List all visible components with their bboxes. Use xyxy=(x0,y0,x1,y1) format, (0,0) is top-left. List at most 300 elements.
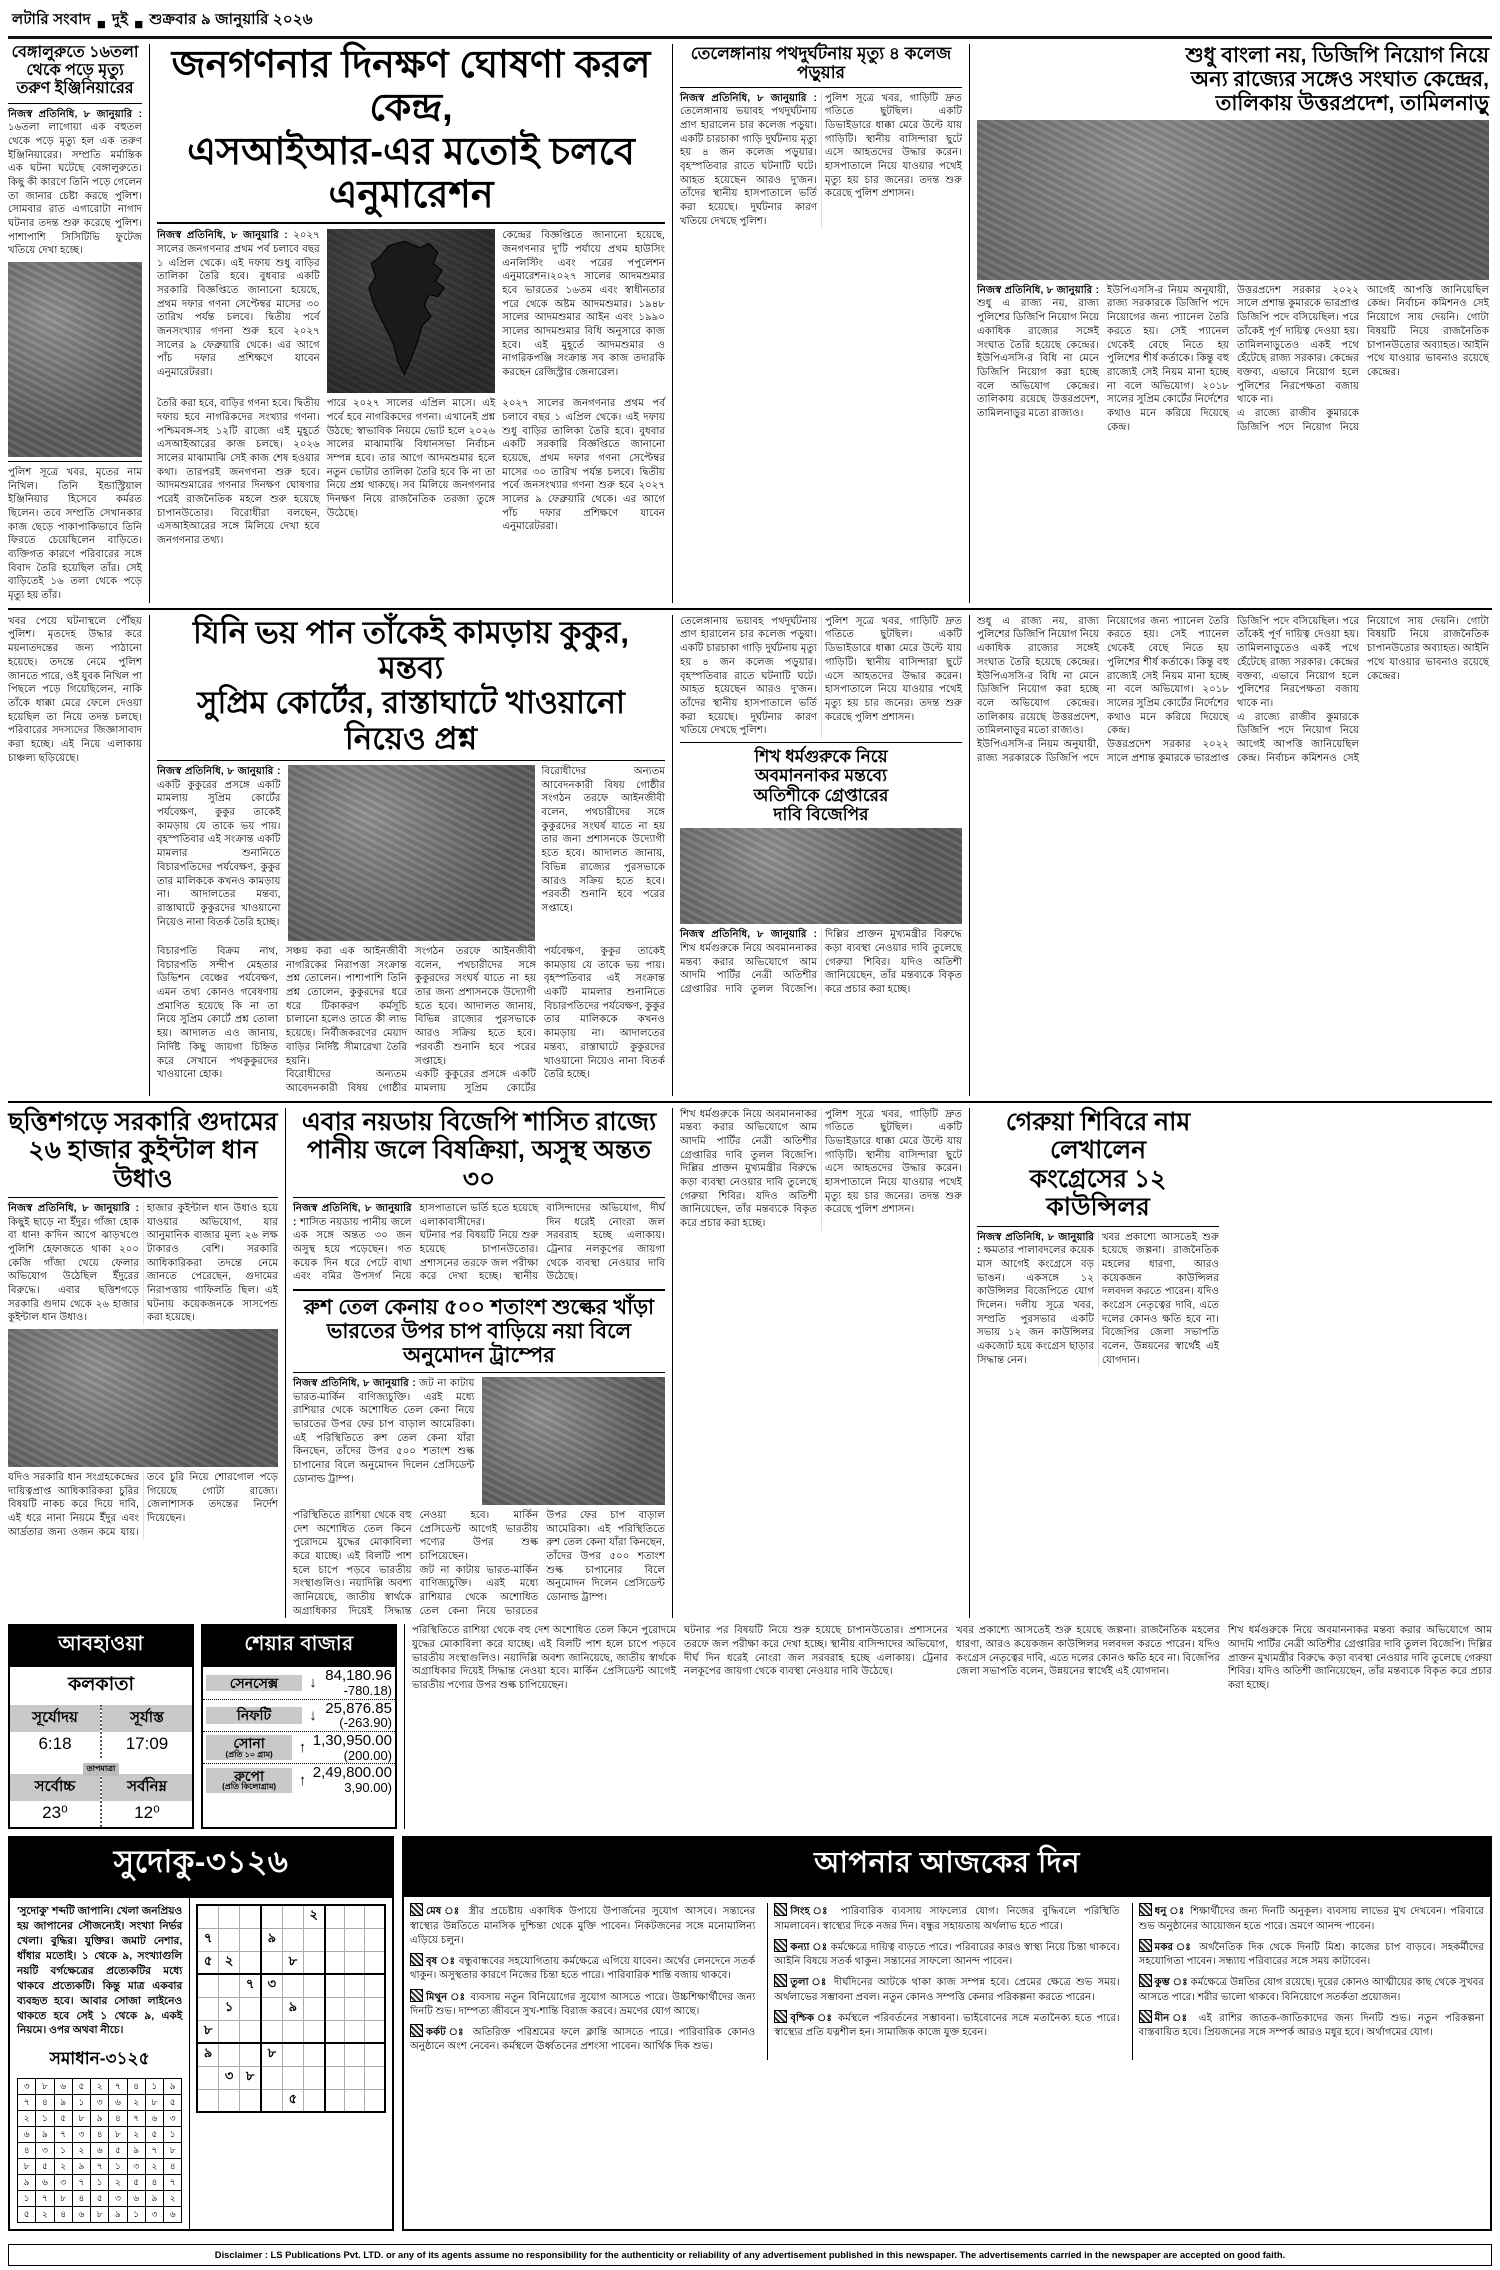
sudoku-cell[interactable]: ৫ xyxy=(197,1951,218,1974)
divider xyxy=(977,1226,1219,1227)
noida-byline: নিজস্ব প্রতিনিধি, ৮ জানুয়ারি : xyxy=(293,1203,412,1228)
solution-cell: ২ xyxy=(54,2159,72,2175)
sudoku-cell[interactable] xyxy=(197,1905,218,1928)
story-chhattisgarh xyxy=(8,1108,278,1619)
chhattisgarh-caption: যদিও সরকারি ধান সংগ্রহকেন্দ্রের দায়িত্বপ্রাপ্ত আধিকারিকরা চুরির বিষয়টি নাকচ করে দিয়ে দাবি, এই ধরে নানা নিয়মে ইঁদুর এবং আর্দ্রতার জন্য ওজন কমে যায়। তবে চুরি নিয়ে শোরগোল পড়ে গিয়েছে গোটা রাজ্যে। জেলাশাসক তদন্তের নির্দেশ দিয়েছেন। xyxy=(8,1472,278,1538)
temperature-tag: তাপমাত্রা xyxy=(83,1763,120,1776)
sikh-headline-line-4: দাবি বিজেপির xyxy=(773,804,869,824)
sudoku-puzzle[interactable] xyxy=(189,1898,392,2229)
sudoku-cell[interactable] xyxy=(303,1928,324,1951)
sudoku-cell[interactable] xyxy=(282,1974,303,1997)
solution-cell: ৪ xyxy=(18,2143,36,2159)
sudoku-cell[interactable] xyxy=(261,1997,282,2020)
sudoku-cell[interactable] xyxy=(197,2089,218,2112)
sudoku-row xyxy=(197,1951,385,1974)
sudoku-cell[interactable] xyxy=(282,2020,303,2043)
atishi-photo xyxy=(680,828,962,924)
zodiac-icon xyxy=(1139,2010,1152,2023)
telangana-byline: নিজস্ব প্রতিনিধি, ৮ জানুয়ারি : xyxy=(680,92,817,104)
dgp-headline-line-1: শুধু বাংলা নয়, ডিজিপি নিয়োগ নিয়ে xyxy=(1185,44,1489,67)
solution-cell: ৪ xyxy=(145,2175,163,2191)
sudoku-cell[interactable] xyxy=(365,1928,385,1951)
sudoku-cell[interactable] xyxy=(365,2089,385,2112)
weather-city: কলকাতা xyxy=(67,1674,135,1696)
sudoku-cell[interactable] xyxy=(261,2066,282,2089)
market-value: 1,30,950.00 (200.00) xyxy=(312,1732,392,1763)
sudoku-cell[interactable] xyxy=(365,1951,385,1974)
sudoku-cell[interactable] xyxy=(303,2089,324,2112)
story-congress xyxy=(969,1108,1219,1619)
sudoku-cell[interactable] xyxy=(303,2020,324,2043)
solution-cell: ৮ xyxy=(54,2191,72,2207)
solution-cell: ৯ xyxy=(36,2127,54,2143)
min-temp-label: সর্বনিম্ন xyxy=(102,1774,192,1801)
sudoku-cell[interactable] xyxy=(261,2020,282,2043)
dgp-col-3: উত্তরপ্রদেশ সরকার ২০২২ সালে প্রশান্ত কুমারকে ভারপ্রাপ্ত ডিজিপি পদে বসিয়েছিল। পরে তাঁকেই পূর্ণ দায়িত্ব দেওয়া হয়। তামিলনাড়ুতেও একই পথে হেঁটেছে রাজ্য সরকার। কেন্দ্রের বক্তব্য, এভাবে নিয়োগ হলে পুলিশের নিরপেক্ষতা বজায় থাকে না। xyxy=(1237,284,1359,406)
solution-cell: ৫ xyxy=(54,2111,72,2127)
sudoku-cell[interactable]: ৩ xyxy=(219,2066,240,2089)
sudoku-cell[interactable] xyxy=(219,1905,240,1928)
dgp-headline-line-2: অন্য রাজ্যের সঙ্গেও সংঘাত কেন্দ্রের, xyxy=(1190,67,1489,91)
strip-overflow-text xyxy=(404,1624,1492,1829)
sudoku-title: সুদোকু-৩১২৬ xyxy=(8,1836,394,1898)
sudoku-cell[interactable] xyxy=(345,2089,365,2112)
sudoku-cell[interactable] xyxy=(325,1997,345,2020)
sudoku-cell[interactable] xyxy=(303,1997,324,2020)
dgp-text-1: শুধু এ রাজ্য নয়, রাজ্য পুলিশের ডিজিপি নিয়োগ নিয়ে একাধিক রাজ্যের সঙ্গেই সংঘাত তৈরি হয়েছে কেন্দ্রের। ইউপিএসসি-র বিধি না মেনে ডিজিপি নিয়োগ করা হচ্ছে বলে অভিযোগ কেন্দ্রের। তালিকায় রয়েছে উত্তরপ্রদেশ, তামিলনাড়ুর মতো রাজ্যও। xyxy=(977,298,1099,419)
solution-cell: ৭ xyxy=(164,2175,182,2191)
divider xyxy=(8,461,142,462)
solution-cell: ২ xyxy=(18,2111,36,2127)
solution-cell: ৭ xyxy=(127,2111,145,2127)
bengaluru-body-3: খবর পেয়ে ঘটনাস্থলে পৌঁছয় পুলিশ। মৃতদেহ উদ্ধার করে ময়নাতদন্তের জন্য পাঠানো হয়েছে। তদন্তে নেমে পুলিশ জানতে পারে, ওই যুবক নিখিল পা পিছলে পড়ে গিয়েছিলেন, নাকি তাঁকে ধাক্কা মেরে ফেলে দেওয়া হয়েছিল তা নিয়ে তদন্ত চলছে। পরিবারের সদস্যদের জিজ্ঞাসাবাদ করা হচ্ছে। এই নিয়ে এলাকায় চাঞ্চল্য ছড়িয়েছে। xyxy=(8,615,142,764)
sudoku-cell[interactable] xyxy=(219,2089,240,2112)
dgp-cont-4: এ রাজ্যে রাজীব কুমারকে ডিজিপি পদে নিয়োগ নিয়ে আগেই আপত্তি জানিয়েছিল কেন্দ্র। নির্বাচন কমিশনও সেই নিয়োগে সায় দেয়নি। গোটা বিষয়টি নিয়ে রাজনৈতিক চাপানউতোর অব্যাহত। আইনি পথে যাওয়ার ভাবনাও রয়েছে কেন্দ্রের। xyxy=(1237,615,1489,764)
sudoku-cell[interactable] xyxy=(240,1928,261,1951)
sudoku-cell[interactable] xyxy=(345,1951,365,1974)
census-crowd-photo xyxy=(327,229,496,393)
modi-trump-photo xyxy=(482,1377,666,1505)
solution-cell: ৬ xyxy=(36,2175,54,2191)
solution-cell: ৬ xyxy=(164,2207,182,2223)
masthead-rule xyxy=(8,36,1492,39)
sudoku-cell[interactable] xyxy=(303,2043,324,2066)
dgp-continuation xyxy=(969,615,1489,1096)
sudoku-row xyxy=(197,2089,385,2112)
chhattisgarh-col-2: হাজার কুইন্টাল ধান উধাও হয়ে যাওয়ার অভিযোগ, যার আনুমানিক বাজার মূল্য ২৬ লক্ষ টাকারও বেশি। সরকারি আধিকারিকরা তদন্তে নেমে জানতে পেরেছেন, গুদামের নিরাপত্তায় গাফিলতি ছিল। এই ঘটনায় কয়েকজনকে সাসপেন্ড করা হয়েছে। xyxy=(147,1203,278,1324)
list-item: সিংহ ঃ পারিবারিক ব্যবসায় সাফল্যের যোগ। নিজের বুদ্ধিবলে পরিস্থিতি সামলাবেন। স্বাস্থ্যের দিকে নজর দিন। বন্ধুর সহায়তায় অর্থলাভ হতে পারে। xyxy=(774,1903,1119,1934)
solution-cell: ২ xyxy=(127,2095,145,2111)
solution-cell: ৫ xyxy=(91,2191,109,2207)
solution-cell: ৪ xyxy=(36,2095,54,2111)
sikh-headline-line-2: অবমাননাকর মন্তব্যে xyxy=(754,766,888,786)
solution-cell: ৫ xyxy=(109,2143,127,2159)
sudoku-cell[interactable] xyxy=(219,2020,240,2043)
sudoku-cell[interactable] xyxy=(365,2066,385,2089)
dogs-col-3: বিচারপতি বিক্রম নাথ, বিচারপতি সন্দীপ মেহতার ডিভিশন বেঞ্চের পর্যবেক্ষণ, এমন তথ্য কোনও গবেষণায় প্রমাণিত হয়েছে কি না তা নিয়ে সুপ্রিম কোর্টে প্রশ্ন তোলা হয়। আদালত এও জানায়, নির্দিষ্ট কিছু জায়গা চিহ্নিত করে সেখানে পথকুকুরদের খাওয়ানো হোক। xyxy=(157,946,278,1081)
sikh-headline-line-1: শিখ ধর্মগুরুকে নিয়ে xyxy=(754,746,888,766)
bengaluru-headline: বেঙ্গালুরুতে ১৬তলা থেকে পড়ে মৃত্যু তরুণ ইঞ্জিনিয়ারের xyxy=(11,44,139,98)
sudoku-cell[interactable] xyxy=(303,1951,324,1974)
census-col-5: ২০২৭ সালের জনগণনার প্রথম পর্ব চলাবে বছর ১ এপ্রিল থেকে। এই দফায় শুধু বাড়ির তালিকা তৈরি হবে। বুধবার একটি সরকারি বিজ্ঞপ্তিতে জানানো হয়েছে, প্রথম দফার গণনা সেপ্টেম্বর মাসের ৩০ তারিখ পর্যন্ত চলবে। দ্বিতীয় পর্বে জনসংখ্যার গণনা শুরু হবে ২০২৭ সালের ৯ ফেব্রুয়ারি থেকে। এর আগে পাঁচ দফার প্রশিক্ষণে যাবেন এনুমারেটররা। xyxy=(502,398,665,533)
dgp-col-2: ইউপিএসসি-র নিয়ম অনুযায়ী, রাজ্য সরকারকে ডিজিপি পদে নিয়োগের জন্য প্যানেল তৈরি করতে হয়। সেই প্যানেল থেকেই বেছে নিতে হয় পুলিশের শীর্ষ কর্তাকে। কিন্তু বহু রাজ্যেই সেই নিয়ম মানা হচ্ছে না বলে অভিযোগ। ২০১৮ সালের সুপ্রিম কোর্টের নির্দেশের কথাও মনে করিয়ে দিয়েছে কেন্দ্র। xyxy=(1107,284,1229,433)
list-item: মিথুন ঃ ব্যবসায় নতুন বিনিয়োগের সুযোগ আসতে পারে। উচ্চশিক্ষার্থীদের জন্য দিনটি শুভ। দাম্পত্য জীবনে সুখ-শান্তি বিরাজ করবে। ভ্রমণের যোগ আছে। xyxy=(410,1989,755,2020)
weather-sun-row xyxy=(10,1705,192,1758)
solution-cell: ১ xyxy=(164,2127,182,2143)
solution-cell: ১ xyxy=(72,2095,90,2111)
disclaimer-footer: Disclaimer : LS Publications Pvt. LTD. or any of its agents assume no responsibility for the authenticity or reliability of any advertisement published in this newspaper. The advertisements carried in the newspaper are accepted on good faith. xyxy=(8,2244,1492,2266)
horoscope-title: আপনার আজকের দিন xyxy=(404,1838,1490,1897)
sudoku-cell[interactable] xyxy=(282,2066,303,2089)
sudoku-cell[interactable] xyxy=(325,1951,345,1974)
divider xyxy=(157,760,665,761)
sudoku-cell[interactable] xyxy=(365,2043,385,2066)
solution-cell: ৭ xyxy=(91,2159,109,2175)
sudoku-row xyxy=(197,1928,385,1951)
census-col-1 xyxy=(157,229,320,379)
sudoku-cell[interactable] xyxy=(325,2066,345,2089)
market-rows xyxy=(203,1667,395,1796)
oil-col-3: জট না কাটায় ভারত-মার্কিন বাণিজ্যচুক্তি। এরই মধ্যে রাশিয়ার থেকে অশোধিত তেল কেনা নিয়ে ভারতের উপর ফের চাপ বাড়াল আমেরিকা। এই পরিস্থিতিতে রুশ তেল কেনা যাঁরা কিনছেন, তাঁদের উপর ৫০০ শতাংশ শুল্ক চাপানোর বিলে অনুমোদন দিলেন প্রেসিডেন্ট ডোনাল্ড ট্রাম্প। xyxy=(419,1509,665,1617)
congress-headline-line-1: গেরুয়া শিবিরে নাম লেখালেন xyxy=(1005,1107,1191,1165)
sudoku-cell[interactable] xyxy=(345,2020,365,2043)
zodiac-icon xyxy=(1139,1903,1152,1916)
solution-cell: ৮ xyxy=(145,2095,163,2111)
dgp-cont-2: ইউপিএসসি-র নিয়ম অনুযায়ী, রাজ্য সরকারকে ডিজিপি পদে নিয়োগের জন্য প্যানেল তৈরি করতে হয়। সেই প্যানেল থেকেই বেছে নিতে হয় পুলিশের শীর্ষ কর্তাকে। কিন্তু বহু রাজ্যেই সেই নিয়ম মানা হচ্ছে না বলে অভিযোগ। ২০১৮ সালের সুপ্রিম কোর্টের নির্দেশের কথাও মনে করিয়ে দিয়েছে কেন্দ্র। xyxy=(977,615,1229,764)
zodiac-icon xyxy=(774,1939,787,1952)
sudoku-cell[interactable] xyxy=(325,2089,345,2112)
overflow-col-3: খবর প্রকাশ্যে আসতেই শুরু হয়েছে জল্পনা। রাজনৈতিক মহলের ধারণা, আরও কয়েকজন কাউন্সিলর দলবদল করতে পারেন। যদিও কংগ্রেস নেতৃত্বের দাবি, এতে দলের কোনও ক্ষতি হবে না। বিজেপির জেলা সভাপতি বলেন, উন্নয়নের স্বার্থেই এই যোগদান। xyxy=(956,1625,1220,1678)
sudoku-cell[interactable]: ৮ xyxy=(282,1951,303,1974)
sudoku-cell[interactable] xyxy=(325,2043,345,2066)
zodiac-icon xyxy=(774,1974,787,1987)
sudoku-solution-grid xyxy=(17,2078,182,2223)
chhattisgarh-headline: ছত্তিশগড়ে সরকারি গুদামের ২৬ হাজার কুইন্টাল ধান উধাও xyxy=(8,1107,278,1193)
solution-cell: ৯ xyxy=(54,2095,72,2111)
sudoku-cell[interactable] xyxy=(240,2020,261,2043)
sudoku-cell[interactable] xyxy=(219,2043,240,2066)
solution-cell: ৬ xyxy=(72,2207,90,2223)
solution-cell: ৩ xyxy=(36,2143,54,2159)
sikh-cont-2: পুলিশ সূত্রে খবর, গাড়িটি দ্রুত গতিতে ছুটছিল। একটি ডিভাইডারে ধাক্কা মেরে উল্টে যায় গাড়িটি। স্থানীয় বাসিন্দারা ছুটে এসে আহতদের উদ্ধার করেন। হাসপাতালে নিয়ে যাওয়ার পথেই মৃত্যু হয় চার জনের। তদন্ত শুরু করেছে পুলিশ প্রশাসন। xyxy=(825,1108,962,1216)
solution-cell: ৫ xyxy=(164,2095,182,2111)
trend-arrow-icon: ↓ xyxy=(309,1706,317,1724)
sunrise-label: সূর্যোদয় xyxy=(10,1705,100,1732)
dogs-col-5: বিরোধীদের অন্যতম আবেদনকারী বিষয় গোষ্ঠীর সংগঠন তরফে আইনজীবী বলেন, পথচারীদের সঙ্গে কুকুরদের সংঘর্ষ যাতে না হয় তার জন্য প্রশাসনকে উদ্যোগী হতে হবে। আদালত জানায়, বিভিন্ন রাজ্যের পুরসভাকে আরও সক্রিয় হতে হবে। পরবর্তী শুনানি হবে পরের সপ্তাহে। xyxy=(286,946,536,1094)
solution-cell: ৪ xyxy=(72,2191,90,2207)
divider xyxy=(8,608,1492,610)
chhattisgarh-col-1 xyxy=(8,1202,139,1325)
sudoku-cell[interactable] xyxy=(240,1997,261,2020)
solution-cell: ১ xyxy=(127,2207,145,2223)
solution-cell: ৮ xyxy=(91,2207,109,2223)
congress-col-2: খবর প্রকাশ্যে আসতেই শুরু হয়েছে জল্পনা। রাজনৈতিক মহলের ধারণা, আরও কয়েকজন কাউন্সিলর দলবদল করতে পারেন। যদিও কংগ্রেস নেতৃত্বের দাবি, এতে দলের কোনও ক্ষতি হবে না। বিজেপির জেলা সভাপতি বলেন, উন্নয়নের স্বার্থেই এই যোগদান। xyxy=(1102,1231,1219,1366)
noida-col-2: ঘটনার পর বিষয়টি নিয়ে শুরু হয়েছে চাপানউতোর। প্রশাসনের তরফে জল পরীক্ষা করে দেখা হচ্ছে। স্থানীয় বাসিন্দাদের অভিযোগ, দীর্ঘ দিন ধরেই নোংরা জল সরবরাহ হচ্ছে এলাকায়। ট্রেনার নলকূপের জায়গা থেকে ব্যবস্থা নেওয়ার দাবি উঠেছে। xyxy=(419,1203,665,1283)
masthead-page-number: দুই xyxy=(112,11,129,28)
sudoku-grid[interactable] xyxy=(196,1904,386,2113)
zodiac-icon xyxy=(774,1903,787,1916)
sudoku-cell[interactable] xyxy=(261,2089,282,2112)
trend-arrow-icon: ↓ xyxy=(309,1674,317,1692)
list-item: কন্যা ঃ কর্মক্ষেত্রে দায়িত্ব বাড়তে পারে। পরিবারের কারও স্বাস্থ্য নিয়ে চিন্তা থাকবে। আইনি বিষয়ে সতর্ক থাকুন। সন্তানের সাফল্যে আনন্দ পাবেন। xyxy=(774,1939,1119,1970)
solution-cell: ৪ xyxy=(54,2207,72,2223)
oil-headline-line-1: রুশ তেল কেনায় ৫০০ শতাংশ শুল্কের খাঁড়া xyxy=(303,1296,655,1320)
divider xyxy=(293,1289,665,1291)
divider xyxy=(8,1101,1492,1103)
horoscope-col-3 xyxy=(1132,1903,1484,2060)
bengaluru-byline: নিজস্ব প্রতিনিধি, ৮ জানুয়ারি : xyxy=(8,108,142,120)
solution-cell: ২ xyxy=(127,2127,145,2143)
solution-cell: ৫ xyxy=(127,2175,145,2191)
sudoku-cell[interactable] xyxy=(325,2020,345,2043)
solution-cell: ১ xyxy=(36,2111,54,2127)
solution-row xyxy=(18,2207,182,2223)
dogs-col-1 xyxy=(157,765,281,941)
solution-cell: ৮ xyxy=(72,2111,90,2127)
telangana-cont-2: পুলিশ সূত্রে খবর, গাড়িটি দ্রুত গতিতে ছুটছিল। একটি ডিভাইডারে ধাক্কা মেরে উল্টে যায় গাড়িটি। স্থানীয় বাসিন্দারা ছুটে এসে আহতদের উদ্ধার করেন। হাসপাতালে নিয়ে যাওয়ার পথেই মৃত্যু হয় চার জনের। তদন্ত শুরু করেছে পুলিশ প্রশাসন। xyxy=(825,615,962,723)
solution-cell: ৯ xyxy=(18,2175,36,2191)
sudoku-cell[interactable]: ৯ xyxy=(197,2043,218,2066)
weather-widget xyxy=(8,1624,194,1829)
sudoku-info xyxy=(10,1898,189,2229)
dogs-byline: নিজস্ব প্রতিনিধি, ৮ জানুয়ারি : xyxy=(157,766,281,778)
sudoku-cell[interactable] xyxy=(282,1905,303,1928)
divider xyxy=(680,87,962,88)
census-headline-line-1: জনগণনার দিনক্ষণ ঘোষণা করল কেন্দ্র, xyxy=(171,44,651,130)
noida-headline-line-1: এবার নয়ডায় বিজেপি শাসিত রাজ্যে xyxy=(301,1107,657,1136)
solution-row xyxy=(18,2159,182,2175)
solution-cell: ১ xyxy=(18,2191,36,2207)
sudoku-cell[interactable] xyxy=(325,1928,345,1951)
min-temp-cell xyxy=(100,1774,192,1827)
sudoku-cell[interactable]: ৯ xyxy=(261,1928,282,1951)
solution-cell: ৯ xyxy=(164,2079,182,2095)
sudoku-cell[interactable] xyxy=(219,1928,240,1951)
sudoku-row xyxy=(197,1974,385,1997)
sudoku-cell[interactable] xyxy=(303,2066,324,2089)
sudoku-row xyxy=(197,2020,385,2043)
overflow-col-2: ঘটনার পর বিষয়টি নিয়ে শুরু হয়েছে চাপানউতোর। প্রশাসনের তরফে জল পরীক্ষা করে দেখা হচ্ছে। স্থানীয় বাসিন্দাদের অভিযোগ, দীর্ঘ দিন ধরেই নোংরা জল সরবরাহ হচ্ছে এলাকায়। ট্রেনার নলকূপের জায়গা থেকে ব্যবস্থা নেওয়ার দাবি উঠেছে। xyxy=(684,1625,948,1678)
dgp-cont-3: উত্তরপ্রদেশ সরকার ২০২২ সালে প্রশান্ত কুমারকে ভারপ্রাপ্ত ডিজিপি পদে বসিয়েছিল। পরে তাঁকেই পূর্ণ দায়িত্ব দেওয়া হয়। তামিলনাড়ুতেও একই পথে হেঁটেছে রাজ্য সরকার। কেন্দ্রের বক্তব্য, এভাবে নিয়োগ হলে পুলিশের নিরপেক্ষতা বজায় থাকে না। xyxy=(1107,615,1359,764)
solution-cell: ২ xyxy=(91,2079,109,2095)
sudoku-cell[interactable]: ২ xyxy=(219,1951,240,1974)
sudoku-cell[interactable] xyxy=(282,1928,303,1951)
story-census xyxy=(149,44,665,603)
sudoku-cell[interactable] xyxy=(240,1905,261,1928)
solution-cell: ৫ xyxy=(18,2207,36,2223)
solution-cell: ৫ xyxy=(36,2159,54,2175)
sudoku-cell[interactable]: ৮ xyxy=(261,2043,282,2066)
weather-temp-row xyxy=(10,1774,192,1827)
market-name: নিফটি xyxy=(206,1707,302,1724)
horoscope-col-1 xyxy=(410,1903,761,2060)
census-col-4: পারে ২০২৭ সালের এপ্রিল মাসে। এই পর্বে হবে নাগরিকদের গণনা। এখানেই প্রশ্ন উঠছে: স্বাভাবিক নিয়মে ভোট হলে ২০২৬ সালের মাঝামাঝি বিধানসভা নির্বাচন সম্পন্ন হবে। তার আগে আদমশুমার হলে নতুন ভোটার তালিকা তৈরি হবে কি না তা নিয়ে প্রশ্ন থাকছে। সব মিলিয়ে জনগণনার দিনক্ষণ নিয়ে রাজনৈতিক তরজা তুঙ্গে উঠেছে। xyxy=(326,398,496,519)
sudoku-cell[interactable]: ১ xyxy=(219,1997,240,2020)
dogs-headline-line-2: সুপ্রিম কোর্টের, রাস্তাঘাটে খাওয়ানো নিয়েও প্রশ্ন xyxy=(197,685,625,756)
bengaluru-body xyxy=(8,108,142,258)
story-dogs xyxy=(149,615,665,1096)
solution-cell: ৩ xyxy=(72,2127,90,2143)
sudoku-cell[interactable] xyxy=(345,1928,365,1951)
right-rail-mid xyxy=(672,615,962,1096)
dog-photo xyxy=(288,765,535,941)
sudoku-row xyxy=(197,2043,385,2066)
sudoku-cell[interactable]: ৩ xyxy=(261,1974,282,1997)
sudoku-cell[interactable] xyxy=(365,2020,385,2043)
solution-cell: ৭ xyxy=(109,2079,127,2095)
sudoku-cell[interactable] xyxy=(325,1974,345,1997)
market-name: সেনসেক্স xyxy=(206,1675,302,1692)
story-bengaluru xyxy=(8,44,142,603)
masthead-date: শুক্রবার ৯ জানুয়ারি ২০২৬ xyxy=(149,11,313,28)
sudoku-cell[interactable] xyxy=(365,1905,385,1928)
top-band xyxy=(8,44,1492,603)
sudoku-cell[interactable]: ৮ xyxy=(240,2066,261,2089)
market-value: 84,180.96 -780.18) xyxy=(325,1667,392,1698)
divider xyxy=(8,1197,278,1198)
congress-col-1 xyxy=(977,1231,1094,1368)
oil-headline-line-2: ভারতের উপর চাপ বাড়িয়ে নয়া বিলে অনুমোদন ট্রাম্পের xyxy=(326,1319,632,1367)
solution-row xyxy=(18,2127,182,2143)
table-row xyxy=(203,1667,395,1699)
sudoku-rules: 'সুদোকু' শব্দটি জাপানি। খেলা জনপ্রিয়ও হয় জাপানের সৌজন্যেই। সংখ্যা নির্ভর খেলা। বুদ্ধির। যুক্তির। জমাট নেশার, ধাঁধার মতোই। ১ থেকে ৯, সংখ্যাগুলি নয়টি বর্গক্ষেত্রের প্রত্যেকটির মধ্যে থাকবে প্রত্যেকটি। কিন্তু মাত্র একবার ব্যবহৃত হবে। আবার সোজা লাইনেও থাকতে হবে সেই ১ থেকে ৯, একই নিয়মে। ওপর অথবা নীচে। xyxy=(17,1905,183,2037)
sudoku-cell[interactable] xyxy=(240,2043,261,2066)
sudoku-cell[interactable]: ৭ xyxy=(240,1974,261,1997)
sudoku-cell[interactable] xyxy=(240,2089,261,2112)
solution-cell: ৫ xyxy=(145,2127,163,2143)
sudoku-row xyxy=(197,1905,385,1928)
solution-cell: ৮ xyxy=(109,2127,127,2143)
sudoku-cell[interactable]: ৭ xyxy=(197,1928,218,1951)
solution-cell: ৩ xyxy=(18,2079,36,2095)
max-temp-label: সর্বোচ্চ xyxy=(10,1774,100,1801)
solution-cell: ৪ xyxy=(127,2079,145,2095)
sudoku-cell[interactable] xyxy=(345,1997,365,2020)
sudoku-cell[interactable] xyxy=(261,1905,282,1928)
solution-row xyxy=(18,2079,182,2095)
census-headline-line-2: এসআইআর-এর মতোই চলবে এনুমারেশন xyxy=(187,130,635,216)
sudoku-cell[interactable] xyxy=(345,2066,365,2089)
census-text-1: ২০২৭ সালের জনগণনার প্রথম পর্ব চলাবে বছর ১ এপ্রিল থেকে। এই দফায় শুধু বাড়ির তালিকা তৈরি হবে। বুধবার একটি সরকারি বিজ্ঞপ্তিতে জানানো হয়েছে, প্রথম দফার গণনা সেপ্টেম্বর মাসের ৩০ তারিখ পর্যন্ত চলবে। দ্বিতীয় পর্বে জনসংখ্যার গণনা শুরু হবে ২০২৭ সালের ৯ ফেব্রুয়ারি থেকে। এর আগে পাঁচ দফার প্রশিক্ষণে যাবেন এনুমারেটররা। xyxy=(157,230,320,378)
sudoku-cell[interactable] xyxy=(282,2043,303,2066)
market-value: 25,876.85 (-263.90) xyxy=(325,1699,392,1731)
census-byline: নিজস্ব প্রতিনিধি, ৮ জানুয়ারি : xyxy=(157,230,288,242)
list-item: তুলা ঃ দীর্ঘদিনের আটকে থাকা কাজ সম্পন্ন হবে। প্রেমের ক্ষেত্রে শুভ সময়। অর্থলাভের সম্ভাবনা প্রবল। নতুন কোনও সম্পত্তি কেনার পরিকল্পনা করতে পারেন। xyxy=(774,1974,1119,2005)
sudoku-cell[interactable] xyxy=(345,1905,365,1928)
solution-cell: ৯ xyxy=(127,2143,145,2159)
sunset-label: সূর্যাস্ত xyxy=(102,1705,192,1732)
list-item: মেষ ঃ স্ত্রীর প্রচেষ্টায় একাধিক উপায়ে উপার্জনের সুযোগ আসবে। সন্তানের স্বাস্থ্যের উন্নতিতে মানসিক দুশ্চিন্তা থেকে মুক্তি পাবেন। নিকটজনের সঙ্গে মনোমালিন্য এড়িয়ে চলুন। xyxy=(410,1903,755,1948)
solution-cell: ৯ xyxy=(145,2191,163,2207)
sudoku-cell[interactable] xyxy=(325,1905,345,1928)
dogs-headline-line-1: যিনি ভয় পান তাঁকেই কামড়ায় কুকুর, মন্তব্য xyxy=(193,614,629,686)
sudoku-cell[interactable] xyxy=(345,2043,365,2066)
solution-cell: ৮ xyxy=(164,2143,182,2159)
sudoku-cell[interactable] xyxy=(365,1997,385,2020)
solution-cell: ৩ xyxy=(54,2175,72,2191)
dogs-text-1: একটি কুকুরের প্রসঙ্গে একটি মামলায় সুপ্রিম কোর্টের পর্যবেক্ষণ, কুকুর তাকেই কামড়ায় যে তাকে ভয় পায়। বৃহস্পতিবার এই সংক্রান্ত একটি মামলার শুনানিতে বিচারপতিদের পর্যবেক্ষণ, কুকুর তার মালিককে কখনও কামড়ায় না। আদালতের মন্তব্য, রাস্তাঘাটে কুকুরদের খাওয়ানো নিয়েও নানা বিতর্ক তৈরি হচ্ছে। xyxy=(157,779,281,928)
solution-cell: ৯ xyxy=(109,2207,127,2223)
sudoku-cell[interactable]: ২ xyxy=(303,1905,324,1928)
telangana-col-2: পুলিশ সূত্রে খবর, গাড়িটি দ্রুত গতিতে ছুটছিল। একটি ডিভাইডারে ধাক্কা মেরে উল্টে যায় গাড়িটি। স্থানীয় বাসিন্দারা ছুটে এসে আহতদের উদ্ধার করেন। হাসপাতালে নিয়ে যাওয়ার পথেই মৃত্যু হয় চার জনের। তদন্ত শুরু করেছে পুলিশ প্রশাসন। xyxy=(825,92,962,200)
sudoku-cell[interactable] xyxy=(219,1974,240,1997)
sudoku-cell[interactable] xyxy=(261,1951,282,1974)
list-item: কুম্ভ ঃ কর্মক্ষেত্রে উন্নতির যোগ রয়েছে। দূরের কোনও আত্মীয়ের কাছ থেকে সুখবর আসতে পারে। শরীর ভালো থাকবে। বিনিয়োগে সতর্কতা প্রয়োজন। xyxy=(1139,1974,1484,2005)
noida-text-1: শাসিত নয়ডায় পানীয় জলে এক সঙ্গে অন্তত ৩০ জন অসুস্থ হয়ে পড়েছেন। গত কয়েক দিন ধরে পেটে ব্যথা এবং বমির উপসর্গ নিয়ে হাসপাতালে ভর্তি হতে হয়েছে এলাকাবাসীদের। xyxy=(293,1203,539,1283)
solution-cell: ৭ xyxy=(145,2143,163,2159)
solution-cell: ২ xyxy=(145,2159,163,2175)
solution-cell: ১ xyxy=(109,2159,127,2175)
sudoku-row xyxy=(197,2066,385,2089)
zodiac-icon xyxy=(410,2024,423,2037)
solution-cell: ৪ xyxy=(164,2159,182,2175)
zodiac-icon xyxy=(774,2010,787,2023)
sudoku-cell[interactable] xyxy=(365,1974,385,1997)
table-row xyxy=(203,1764,395,1795)
oil-col-2: পরিস্থিতিতে রাশিয়া থেকে বহু দেশ অশোধিত তেল কিনে পুরোদমে যুদ্ধের মোকাবিলা করে যাচ্ছে। এই বিলটি পাশ হলে চাপে পড়বে ভারতীয় সংস্থাগুলিও। নয়াদিল্লি অবশ্য জানিয়েছে, জাতীয় স্বার্থকে অগ্রাধিকার দিয়েই সিদ্ধান্ত নেওয়া হবে। মার্কিন প্রেসিডেন্ট আগেই ভারতীয় পণ্যের উপর শুল্ক চাপিয়েছেন। xyxy=(293,1509,539,1617)
list-item: বৃশ্চিক ঃ কর্মস্থলে পরিবর্তনের সম্ভাবনা। ভাইবোনের সঙ্গে মতানৈক্য হতে পারে। স্বাস্থ্যের প্রতি যত্নশীল হন। সামাজিক কাজে যুক্ত হবেন। xyxy=(774,2010,1119,2041)
solution-cell: ৩ xyxy=(91,2095,109,2111)
sudoku-cell[interactable] xyxy=(303,1974,324,1997)
sudoku-cell[interactable]: ৮ xyxy=(197,2020,218,2043)
sudoku-cell[interactable] xyxy=(197,1974,218,1997)
list-item: কর্কট ঃ অতিরিক্ত পরিশ্রমের ফলে ক্লান্তি আসতে পারে। পারিবারিক কোনও অনুষ্ঠানে অংশ নেবেন। কর্মস্থলে ঊর্ধ্বতনের প্রশংসা পাবেন। আর্থিক দিক শুভ। xyxy=(410,2024,755,2055)
solution-cell: ৭ xyxy=(54,2127,72,2143)
weather-title: আবহাওয়া xyxy=(10,1626,192,1667)
solution-row xyxy=(18,2191,182,2207)
census-col-2: কেন্দ্রের বিজ্ঞপ্তিতে জানানো হয়েছে, জনগণনার দু'টি পর্যায়ে প্রথম হাউসিং এনলিস্টিং এবং পরের পপুলেশন এনুমারেশন।২০২৭ সালের আদমশুমার হবে ভারতের ১৬তম এবং স্বাধীনতার পরে থেকে অষ্টম আদমশুমার। ১৯৪৮ সালের আদমশুমার আইন এবং ১৯৯০ সালের আদমশুমার বিধি অনুসারে কাজ হবে। এই মুহূর্তে আদমশুমার ও নাগরিকপঞ্জি সংক্রান্ত সব কাজ তদারকি করছেন রেজিস্ট্রার জেনারেল। xyxy=(502,230,665,378)
middle-band xyxy=(8,615,1492,1096)
dogs-col-4: সঞ্চয় করা এক আইনজীবী নাগরিকের নিরাপত্তা সংক্রান্ত প্রশ্ন তোলেন। পাশাপাশি তিনি প্রশ্ন তোলেন, কুকুরদের ধরে ধরে টিকাকরণ কর্মসূচি চালানো হলেও তাতে কী লাভ হয়েছে। নির্বীজকরণের মেয়াদ বাড়ির নির্দিষ্ট সীমারেখা তৈরি হয়নি। xyxy=(286,946,407,1067)
trend-arrow-icon: ↑ xyxy=(298,1771,307,1789)
solution-cell: ৬ xyxy=(145,2111,163,2127)
telangana-text-1: তেলেঙ্গানায় ভয়াবহ পথদুর্ঘটনায় প্রাণ হারালেন চার কলেজ পড়ুয়া। একটি চারচাকা গাড়ি দুর্ঘটনায় মৃত্যু হয় ৪ জন কলেজ পড়ুয়ার। বৃহস্পতিবার রাতে ঘটনাটি ঘটে। আহত হয়েছেন আরও দু'জন। তাঁদের স্থানীয় হাসপাতালে ভর্তি করা হয়েছে। দুর্ঘটনার কারণ খতিয়ে দেখছে পুলিশ। xyxy=(680,106,817,227)
solution-cell: ৬ xyxy=(109,2095,127,2111)
oil-text-1: জট না কাটায় ভারত-মার্কিন বাণিজ্যচুক্তি। এরই মধ্যে রাশিয়ার থেকে অশোধিত তেল কেনা নিয়ে ভারতের উপর ফের চাপ বাড়াল আমেরিকা। এই পরিস্থিতিতে রুশ তেল কেনা যাঁরা কিনছেন, তাঁদের উপর ৫০০ শতাংশ শুল্ক চাপানোর বিলে অনুমোদন দিলেন প্রেসিডেন্ট ডোনাল্ড ট্রাম্প। xyxy=(293,1377,475,1485)
sudoku-cell[interactable] xyxy=(240,1951,261,1974)
max-temp-value: 23⁰ xyxy=(42,1803,68,1823)
sudoku-cell[interactable] xyxy=(197,1997,218,2020)
oil-byline: নিজস্ব প্রতিনিধি, ৮ জানুয়ারি : xyxy=(293,1377,416,1389)
solution-cell: ২ xyxy=(36,2207,54,2223)
solution-cell: ৫ xyxy=(72,2079,90,2095)
sudoku-cell[interactable] xyxy=(197,2066,218,2089)
story-telangana xyxy=(672,44,962,603)
solution-cell: ৭ xyxy=(36,2191,54,2207)
masthead-separator-2: ■ xyxy=(134,16,144,33)
solution-cell: ৩ xyxy=(145,2207,163,2223)
table-row xyxy=(203,1700,395,1732)
zodiac-icon xyxy=(410,1903,423,1916)
horoscope-widget xyxy=(402,1836,1492,2231)
solution-cell: ৬ xyxy=(127,2191,145,2207)
market-widget xyxy=(201,1624,397,1829)
min-temp-value: 12⁰ xyxy=(134,1803,160,1823)
sudoku-cell[interactable]: ৯ xyxy=(282,1997,303,2020)
dgp-cont-1: শুধু এ রাজ্য নয়, রাজ্য পুলিশের ডিজিপি নিয়োগ নিয়ে একাধিক রাজ্যের সঙ্গেই সংঘাত তৈরি হয়েছে কেন্দ্রের। ইউপিএসসি-র বিধি না মেনে ডিজিপি নিয়োগ করা হচ্ছে বলে অভিযোগ কেন্দ্রের। তালিকায় রয়েছে উত্তরপ্রদেশ, তামিলনাড়ুর মতো রাজ্যও। xyxy=(977,615,1099,737)
dgp-col-1 xyxy=(977,284,1099,421)
sunset-value: 17:09 xyxy=(125,1734,169,1754)
sudoku-widget[interactable] xyxy=(8,1836,394,2231)
bengaluru-text: ১৬তলা লাগোয়া এক বহুতল থেকে পড়ে মৃত্যু হল এক তরুণ ইঞ্জিনিয়ারের। সম্প্রতি মর্মান্তিক এক ঘটনা ঘটেছে বেঙ্গালুরুতে। কিছু কী কারণে তিনি পড়ে গেলেন তা জানার চেষ্টা করছে পুলিশ। সোমবার রাত এগারোটা নাগাদ ঘটনার তদন্ত শুরু করেছে পুলিশ। পাশাপাশি সিসিটিভি ফুটেজ খতিয়ে দেখা হচ্ছে। xyxy=(8,122,142,257)
telangana-headline: তেলেঙ্গানায় পথদুর্ঘটনায় মৃত্যু ৪ কলেজ পড়ুয়ার xyxy=(690,44,952,83)
census-col-3: তৈরি করা হবে, বাড়ির গণনা হবে। দ্বিতীয় দফায় হবে নাগরিকদের সংখ্যার গণনা। পশ্চিমবঙ্গ-সহ ১২টি রাজ্যে এই মুহূর্তে এসআইআরের কাজ চলছে। ২০২৬ সালের মাঝামাঝি সেই কাজ শেষ হওয়ার কথা। তারপরই জনগণনা শুরু হবে। আদমশুমারের গণনার দিনক্ষণ ঘোষণার পরেই রাজনৈতিক মহলে শুরু হয়েছে চাপানউতোর। বিরোধীরা বলছেন, এসআইআরের সঙ্গে মিলিয়ে দেখা হবে জনগণনার তথ্য। xyxy=(157,398,320,546)
list-item: মীন ঃ এই রাশির জাতক-জাতিকাদের জন্য দিনটি শুভ। নতুন পরিকল্পনা বাস্তবায়িত হবে। প্রিয়জনের সঙ্গে সম্পর্ক আরও মধুর হবে। অর্থাগমের যোগ। xyxy=(1139,2010,1484,2041)
sudoku-cell[interactable]: ৫ xyxy=(282,2089,303,2112)
telangana-col-1 xyxy=(680,92,817,229)
sudoku-cell[interactable] xyxy=(345,1974,365,1997)
sikh-headline-line-3: অতিশীকে গ্রেপ্তারের xyxy=(753,785,889,805)
